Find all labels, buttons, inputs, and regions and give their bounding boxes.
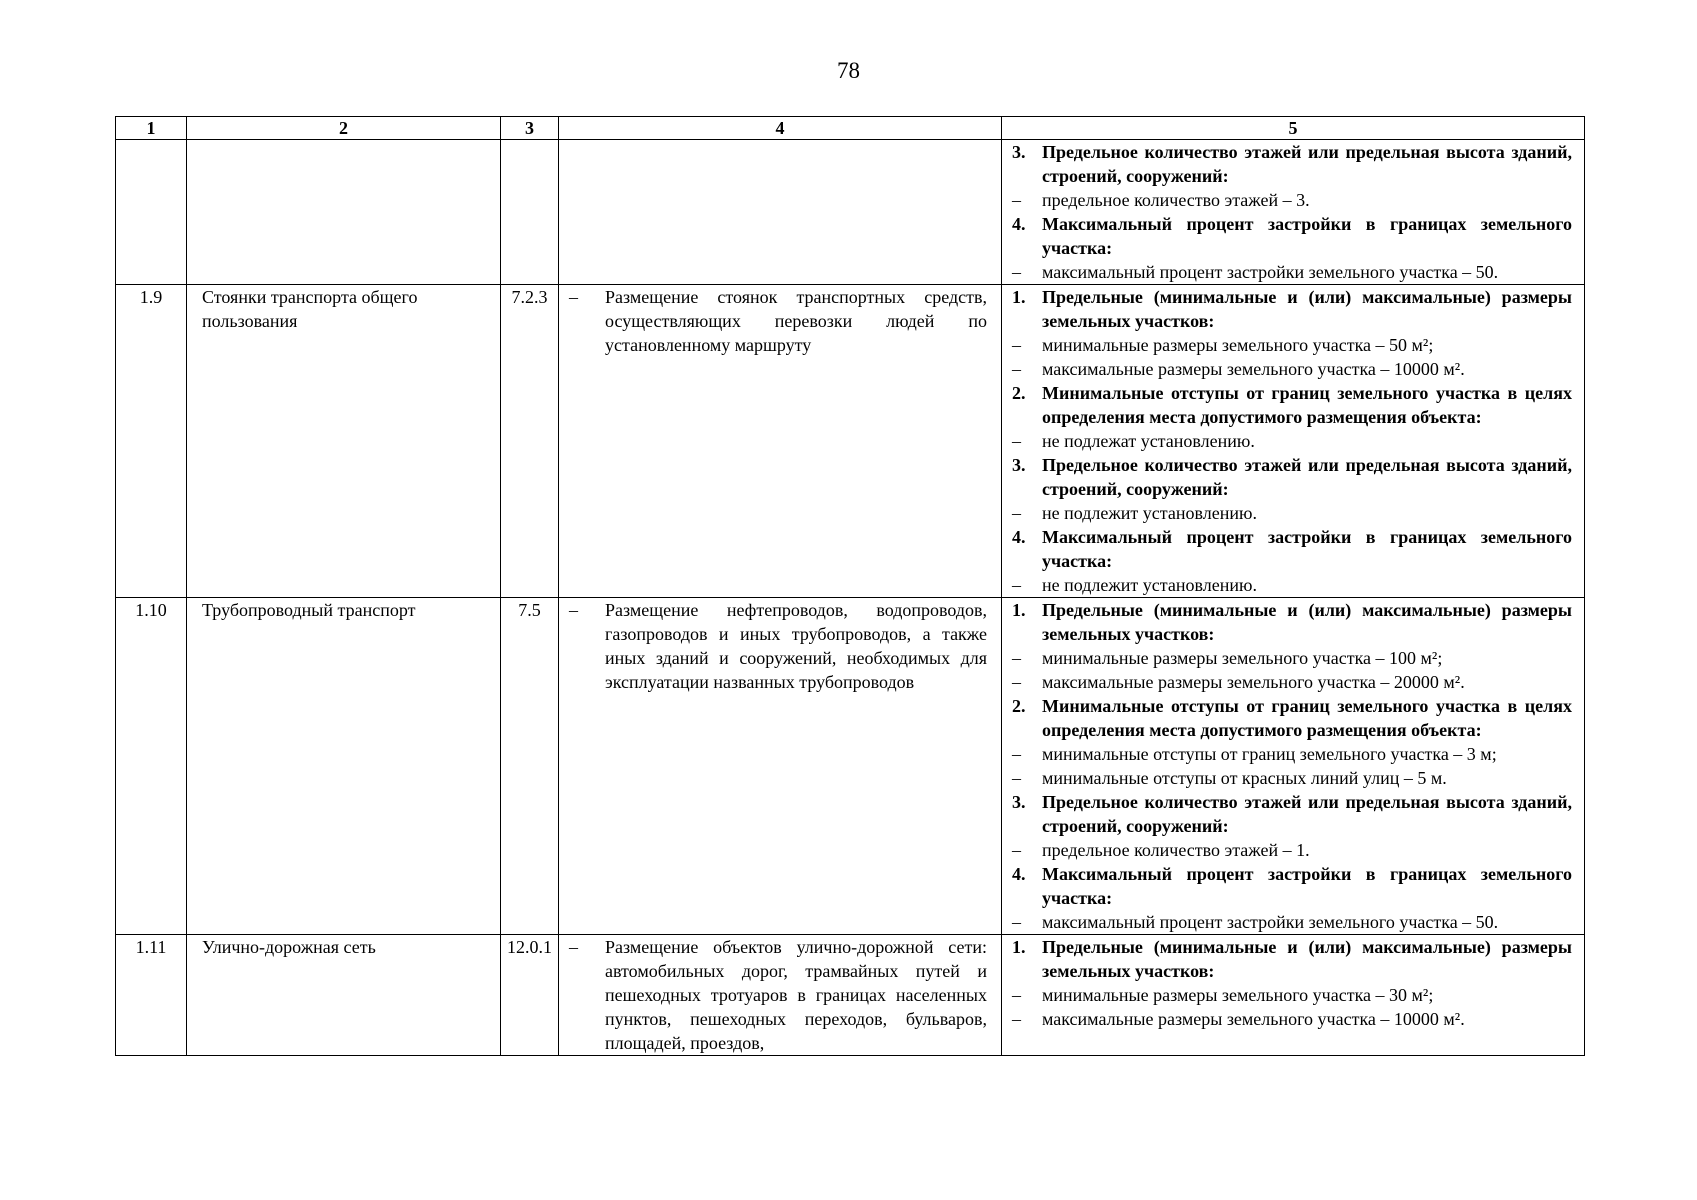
parameter-number: 1. [1012, 937, 1026, 957]
dash-marker: – [569, 600, 578, 620]
parameter-heading [1012, 935, 1572, 983]
parameter-value [1012, 670, 1572, 694]
dash-marker: – [1012, 744, 1021, 764]
description-item [569, 598, 987, 694]
dash-marker: – [1012, 912, 1021, 932]
parameter-value [1012, 573, 1572, 597]
use-name-cell: Улично-дорожная сеть [187, 935, 501, 1056]
parameter-text: Предельное количество этажей или предельная высота зданий, строений, сооружений: [1042, 142, 1572, 186]
parameter-text: минимальные размеры земельного участка – 30 м²; [1042, 985, 1434, 1005]
parameter-text: не подлежат установлению. [1042, 431, 1255, 451]
description-text: Размещение стоянок транспортных средств, осуществляющих перевозки людей по установленному маршруту [605, 287, 987, 355]
parameter-number: 3. [1012, 142, 1026, 162]
parameter-text: минимальные размеры земельного участка – 50 м²; [1042, 335, 1434, 355]
description-item [569, 285, 987, 357]
parameter-text: Максимальный процент застройки в границах земельного участка: [1042, 214, 1572, 258]
parameter-text: минимальные отступы от границ земельного участка – 3 м; [1042, 744, 1497, 764]
dash-marker: – [1012, 262, 1021, 282]
use-code-cell: 7.2.3 [501, 285, 559, 598]
parameters-cell [1002, 935, 1585, 1056]
use-name-cell: Трубопроводный транспорт [187, 598, 501, 935]
column-header: 3 [501, 117, 559, 140]
use-name-cell [187, 140, 501, 285]
dash-marker: – [1012, 575, 1021, 595]
parameter-text: Максимальный процент застройки в границах земельного участка: [1042, 864, 1572, 908]
column-header: 1 [116, 117, 187, 140]
parameter-value [1012, 766, 1572, 790]
parameter-number: 1. [1012, 600, 1026, 620]
parameter-value [1012, 742, 1572, 766]
dash-marker: – [1012, 190, 1021, 210]
dash-marker: – [1012, 431, 1021, 451]
parameter-heading [1012, 598, 1572, 646]
table-row [116, 140, 1585, 285]
dash-marker: – [1012, 335, 1021, 355]
parameter-value [1012, 910, 1572, 934]
table-row [116, 285, 1585, 598]
parameter-value [1012, 333, 1572, 357]
parameter-text: Предельное количество этажей или предельная высота зданий, строений, сооружений: [1042, 455, 1572, 499]
parameter-heading [1012, 140, 1572, 188]
parameter-heading [1012, 381, 1572, 429]
parameter-text: не подлежит установлению. [1042, 503, 1257, 523]
parameter-value [1012, 646, 1572, 670]
use-code-cell: 12.0.1 [501, 935, 559, 1056]
parameter-text: максимальные размеры земельного участка – 20000 м². [1042, 672, 1465, 692]
dash-marker: – [1012, 672, 1021, 692]
row-number-cell: 1.9 [116, 285, 187, 598]
parameter-value [1012, 260, 1572, 284]
parameter-text: максимальные размеры земельного участка – 10000 м². [1042, 1009, 1465, 1029]
parameter-heading [1012, 212, 1572, 260]
parameter-text: Предельные (минимальные и (или) максимальные) размеры земельных участков: [1042, 937, 1572, 981]
row-number-cell [116, 140, 187, 285]
parameter-text: Максимальный процент застройки в границах земельного участка: [1042, 527, 1572, 571]
parameter-number: 4. [1012, 527, 1026, 547]
parameter-text: Предельные (минимальные и (или) максимальные) размеры земельных участков: [1042, 287, 1572, 331]
column-header: 2 [187, 117, 501, 140]
parameters-cell [1002, 285, 1585, 598]
parameter-text: Минимальные отступы от границ земельного участка в целях определения места допустимого размещения объекта: [1042, 696, 1572, 740]
parameter-number: 4. [1012, 864, 1026, 884]
parameter-heading [1012, 525, 1572, 573]
parameter-text: предельное количество этажей – 3. [1042, 190, 1310, 210]
parameters-cell [1002, 598, 1585, 935]
dash-marker: – [1012, 359, 1021, 379]
use-description-cell [559, 285, 1002, 598]
column-header: 5 [1002, 117, 1585, 140]
use-code-cell: 7.5 [501, 598, 559, 935]
parameter-heading [1012, 790, 1572, 838]
parameter-text: Минимальные отступы от границ земельного участка в целях определения места допустимого размещения объекта: [1042, 383, 1572, 427]
dash-marker: – [1012, 768, 1021, 788]
description-text: Размещение нефтепроводов, водопроводов, газопроводов и иных трубопроводов, а также иных зданий и сооружений, необходимых для эксплуатации названных трубопроводов [605, 600, 987, 692]
parameter-text: максимальный процент застройки земельного участка – 50. [1042, 262, 1499, 282]
dash-marker: – [569, 937, 578, 957]
parameter-text: Предельные (минимальные и (или) максимальные) размеры земельных участков: [1042, 600, 1572, 644]
dash-marker: – [1012, 503, 1021, 523]
parameter-text: предельное количество этажей – 1. [1042, 840, 1310, 860]
parameter-number: 3. [1012, 455, 1026, 475]
parameter-number: 4. [1012, 214, 1026, 234]
parameters-cell [1002, 140, 1585, 285]
parameter-text: минимальные размеры земельного участка – 100 м²; [1042, 648, 1443, 668]
use-description-cell [559, 140, 1002, 285]
dash-marker: – [1012, 648, 1021, 668]
parameter-number: 3. [1012, 792, 1026, 812]
table-row [116, 598, 1585, 935]
parameter-text: не подлежит установлению. [1042, 575, 1257, 595]
parameter-value [1012, 1007, 1572, 1031]
parameter-text: максимальные размеры земельного участка – 10000 м². [1042, 359, 1465, 379]
use-description-cell [559, 598, 1002, 935]
dash-marker: – [1012, 1009, 1021, 1029]
dash-marker: – [1012, 985, 1021, 1005]
description-text: Размещение объектов улично-дорожной сети: автомобильных дорог, трамвайных путей и пешеходных тротуаров в границах населенных пунктов, пешеходных переходов, бульваров, площадей, проездов, [605, 937, 987, 1053]
parameter-number: 2. [1012, 383, 1026, 403]
parameter-number: 1. [1012, 287, 1026, 307]
parameter-heading [1012, 862, 1572, 910]
parameter-value [1012, 357, 1572, 381]
parameter-heading [1012, 285, 1572, 333]
parameter-heading [1012, 694, 1572, 742]
description-item [569, 935, 987, 1055]
parameter-number: 2. [1012, 696, 1026, 716]
use-name-cell: Стоянки транспорта общего пользования [187, 285, 501, 598]
parameter-text: минимальные отступы от красных линий улиц – 5 м. [1042, 768, 1447, 788]
use-description-cell [559, 935, 1002, 1056]
column-header: 4 [559, 117, 1002, 140]
row-number-cell: 1.10 [116, 598, 187, 935]
regulations-table [115, 116, 1585, 1056]
table-row [116, 935, 1585, 1056]
parameter-value [1012, 501, 1572, 525]
dash-marker: – [1012, 840, 1021, 860]
table-header-row [116, 117, 1585, 140]
parameter-value [1012, 188, 1572, 212]
parameter-value [1012, 429, 1572, 453]
use-code-cell [501, 140, 559, 285]
parameter-value [1012, 983, 1572, 1007]
parameter-text: Предельное количество этажей или предельная высота зданий, строений, сооружений: [1042, 792, 1572, 836]
page-number: 78 [837, 58, 860, 83]
parameter-value [1012, 838, 1572, 862]
row-number-cell: 1.11 [116, 935, 187, 1056]
parameter-heading [1012, 453, 1572, 501]
dash-marker: – [569, 287, 578, 307]
parameter-text: максимальный процент застройки земельного участка – 50. [1042, 912, 1499, 932]
